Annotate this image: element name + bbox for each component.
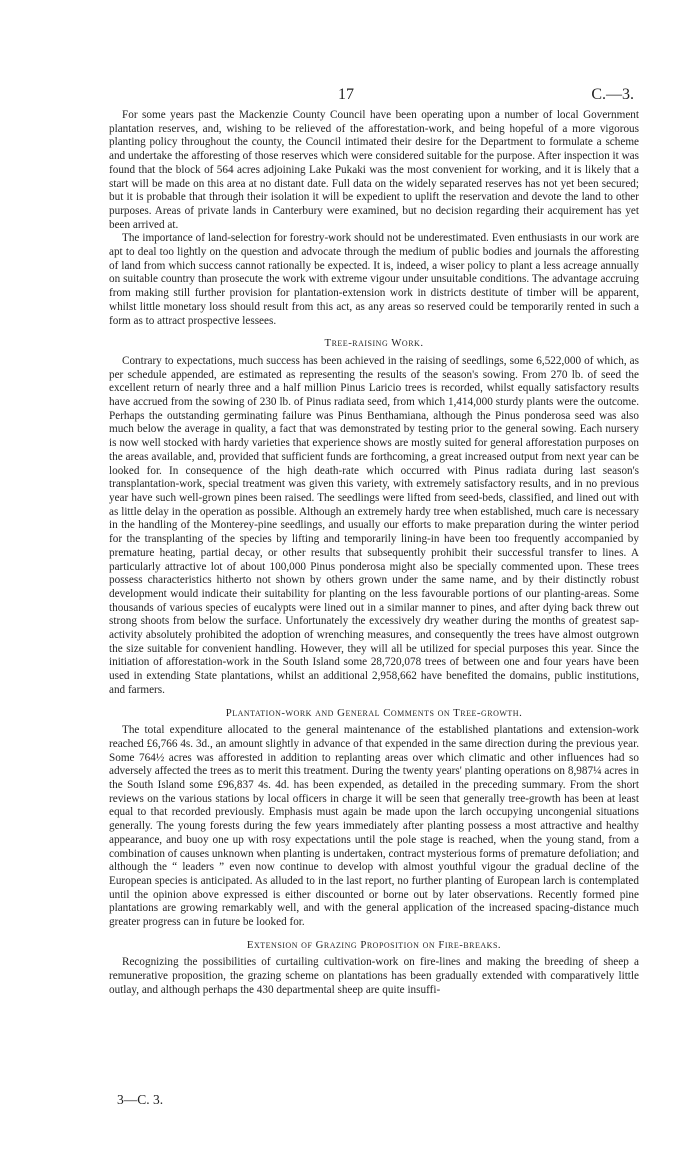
body-paragraph: For some years past the Mackenzie County Council have been operating upon a number of local Government plantation reserves, and, wishing to be relieved of the afforestation-work, and being hopeful of a more vigorous planting policy throughout the county, the Council intimated their desire for the Department to formulate a scheme and undertake the afforesting of those reserves which were considered suitable for the purpose. After inspection it was found that the block of 564 acres adjoining Lake Pukaki was the most convenient for working, and it is likely that a start will be made on this area at no distant date. Full data on the widely separated reserves has not yet been secured; but it is probable that through their isolation it will be expedient to uplift the reservation and devote the land to other purposes. Areas of private lands in Canterbury were examined, but no decision regarding their acquirement has yet been arrived at. xyxy=(109,109,639,231)
section-heading: Extension of Grazing Proposition on Fire-breaks. xyxy=(246,938,502,951)
page-number: 17 xyxy=(338,86,354,103)
page-header xyxy=(0,86,700,106)
body-paragraph: Contrary to expectations, much success has been achieved in the raising of seedlings, some 6,522,000 of which, as per schedule appended, are estimated as representing the results of the season's sowing. From 270 lb. of seed the excellent return of nearly three and a half million Pinus Laricio trees is recorded, whilst equally satisfactory results have accrued from the sowing of 230 lb. of Pinus radiata seed, from which 1,414,000 sturdy plants were the outcome. Perhaps the outstanding germinating failure was Pinus Benthamiana, although the Pinus ponderosa seed was also much below the average in quality, a fact that was demonstrated by testing prior to the general sowing. Each nursery is now well stocked with hardy varieties that experience shows are mostly suited for general afforestation purposes on the areas available, and, provided that sufficient funds are forthcoming, a great increased output from next year can be looked for. In consequence of the high death-rate which occurred with Pinus radiata during last season's transplantation-work, special treatment was given this variety, with extremely satisfactory results, and in no previous year have such well-grown pines been raised. The seedlings were lifted from seed-beds, classified, and lined out with as little delay in the operation as possible. Although an extremely hardy tree when established, much care is necessary in the handling of the Monterey-pine seedlings, and usually our efforts to make preparation during the winter period for the transplanting of the species by lifting and temporarily lining-in have been too frequently accompanied by premature heating, partial decay, or other results that subsequently prohibit their successful transfer to lines. A particularly attractive lot of about 100,000 Pinus ponderosa might also be specially commented upon. These trees possess characteristics hitherto not shown by others grown under the same name, and by their distinctly robust development would indicate their suitability for planting on the less favourable portions of our planting-areas. Some thousands of various species of eucalypts were lined out in a similar manner to pines, and after dying back threw out strong shoots from below the surface. Unfortunately the excessively dry weather during the months of greatest sap-activity absolutely prohibited the adoption of wrenching measures, and consequently the trees have almost outgrown the size suitable for convenient handling. However, they will all be utilized for special purposes this year. Since the initiation of afforestation-work in the South Island some 28,720,078 trees of between one and four years have been used in extending State plantations, whilst an additional 2,958,662 have benefited the domains, public institutions, and farmers. xyxy=(109,354,639,696)
section-heading: Tree-raising Work. xyxy=(324,337,424,350)
section-heading: Plantation-work and General Comments on Tree-growth. xyxy=(225,706,523,719)
document-reference: C.—3. xyxy=(591,86,634,103)
body-paragraph: Recognizing the possibilities of curtailing cultivation-work on fire-lines and making the breeding of sheep a remunerative proposition, the grazing scheme on plantations has been gradually extended with comparatively little outlay, and although perhaps the 430 departmental sheep are quite insuffi- xyxy=(109,956,639,996)
body-paragraph: The importance of land-selection for forestry-work should not be underestimated. Even enthusiasts in our work are apt to deal too lightly on the question and advocate through the medium of public bodies and journals the afforesting of land from which success cannot rationally be expected. It is, indeed, a wiser policy to plant a less acreage annually on suitable country than prosecute the work with extreme vigour under unsuitable conditions. The advantage accruing from making still further provision for plantation-extension work in districts destitute of timber will be apparent, whilst little monetary loss should result from this act, as any areas so reserved could be temporarily rented in such a form as to attract prospective lessees. xyxy=(109,232,639,327)
body-paragraph: The total expenditure allocated to the general maintenance of the established plantations and extension-work reached £6,766 4s. 3d., an amount slightly in advance of that expended in the same direction during the previous year. Some 764½ acres was afforested in addition to replanting areas over which climatic and other influences had so adversely affected the trees as to merit this treatment. During the twenty years' planting operations on 8,987¼ acres in the South Island some £96,837 4s. 4d. has been expended, as detailed in the preceding summary. From the short reviews on the various stations by local officers in charge it will be seen that generally tree-growth has been at least equal to that recorded previously. Emphasis must again be made upon the larch occupying uncongenial situations generally. The young forests during the few years immediately after planting possess a most attractive and healthy appearance, and buoy one up with rosy expectations until the pole stage is reached, when the young stand, from a combination of causes unknown when planting is undertaken, contract mysterious forms of premature defoliation; and although the “ leaders ” even now continue to develop with almost youthful vigour the gradual decline of the European species is anticipated. As alluded to in the last report, no further planting of European larch is contemplated until the opinion above expressed is either discounted or borne out by later observations. Recently formed pine plantations are growing remarkably well, and with the general application of the increased spacing-distance much greater progress can in future be looked for. xyxy=(109,724,639,929)
page-body xyxy=(109,109,639,998)
printer-signature: 3—C. 3. xyxy=(117,1092,164,1107)
